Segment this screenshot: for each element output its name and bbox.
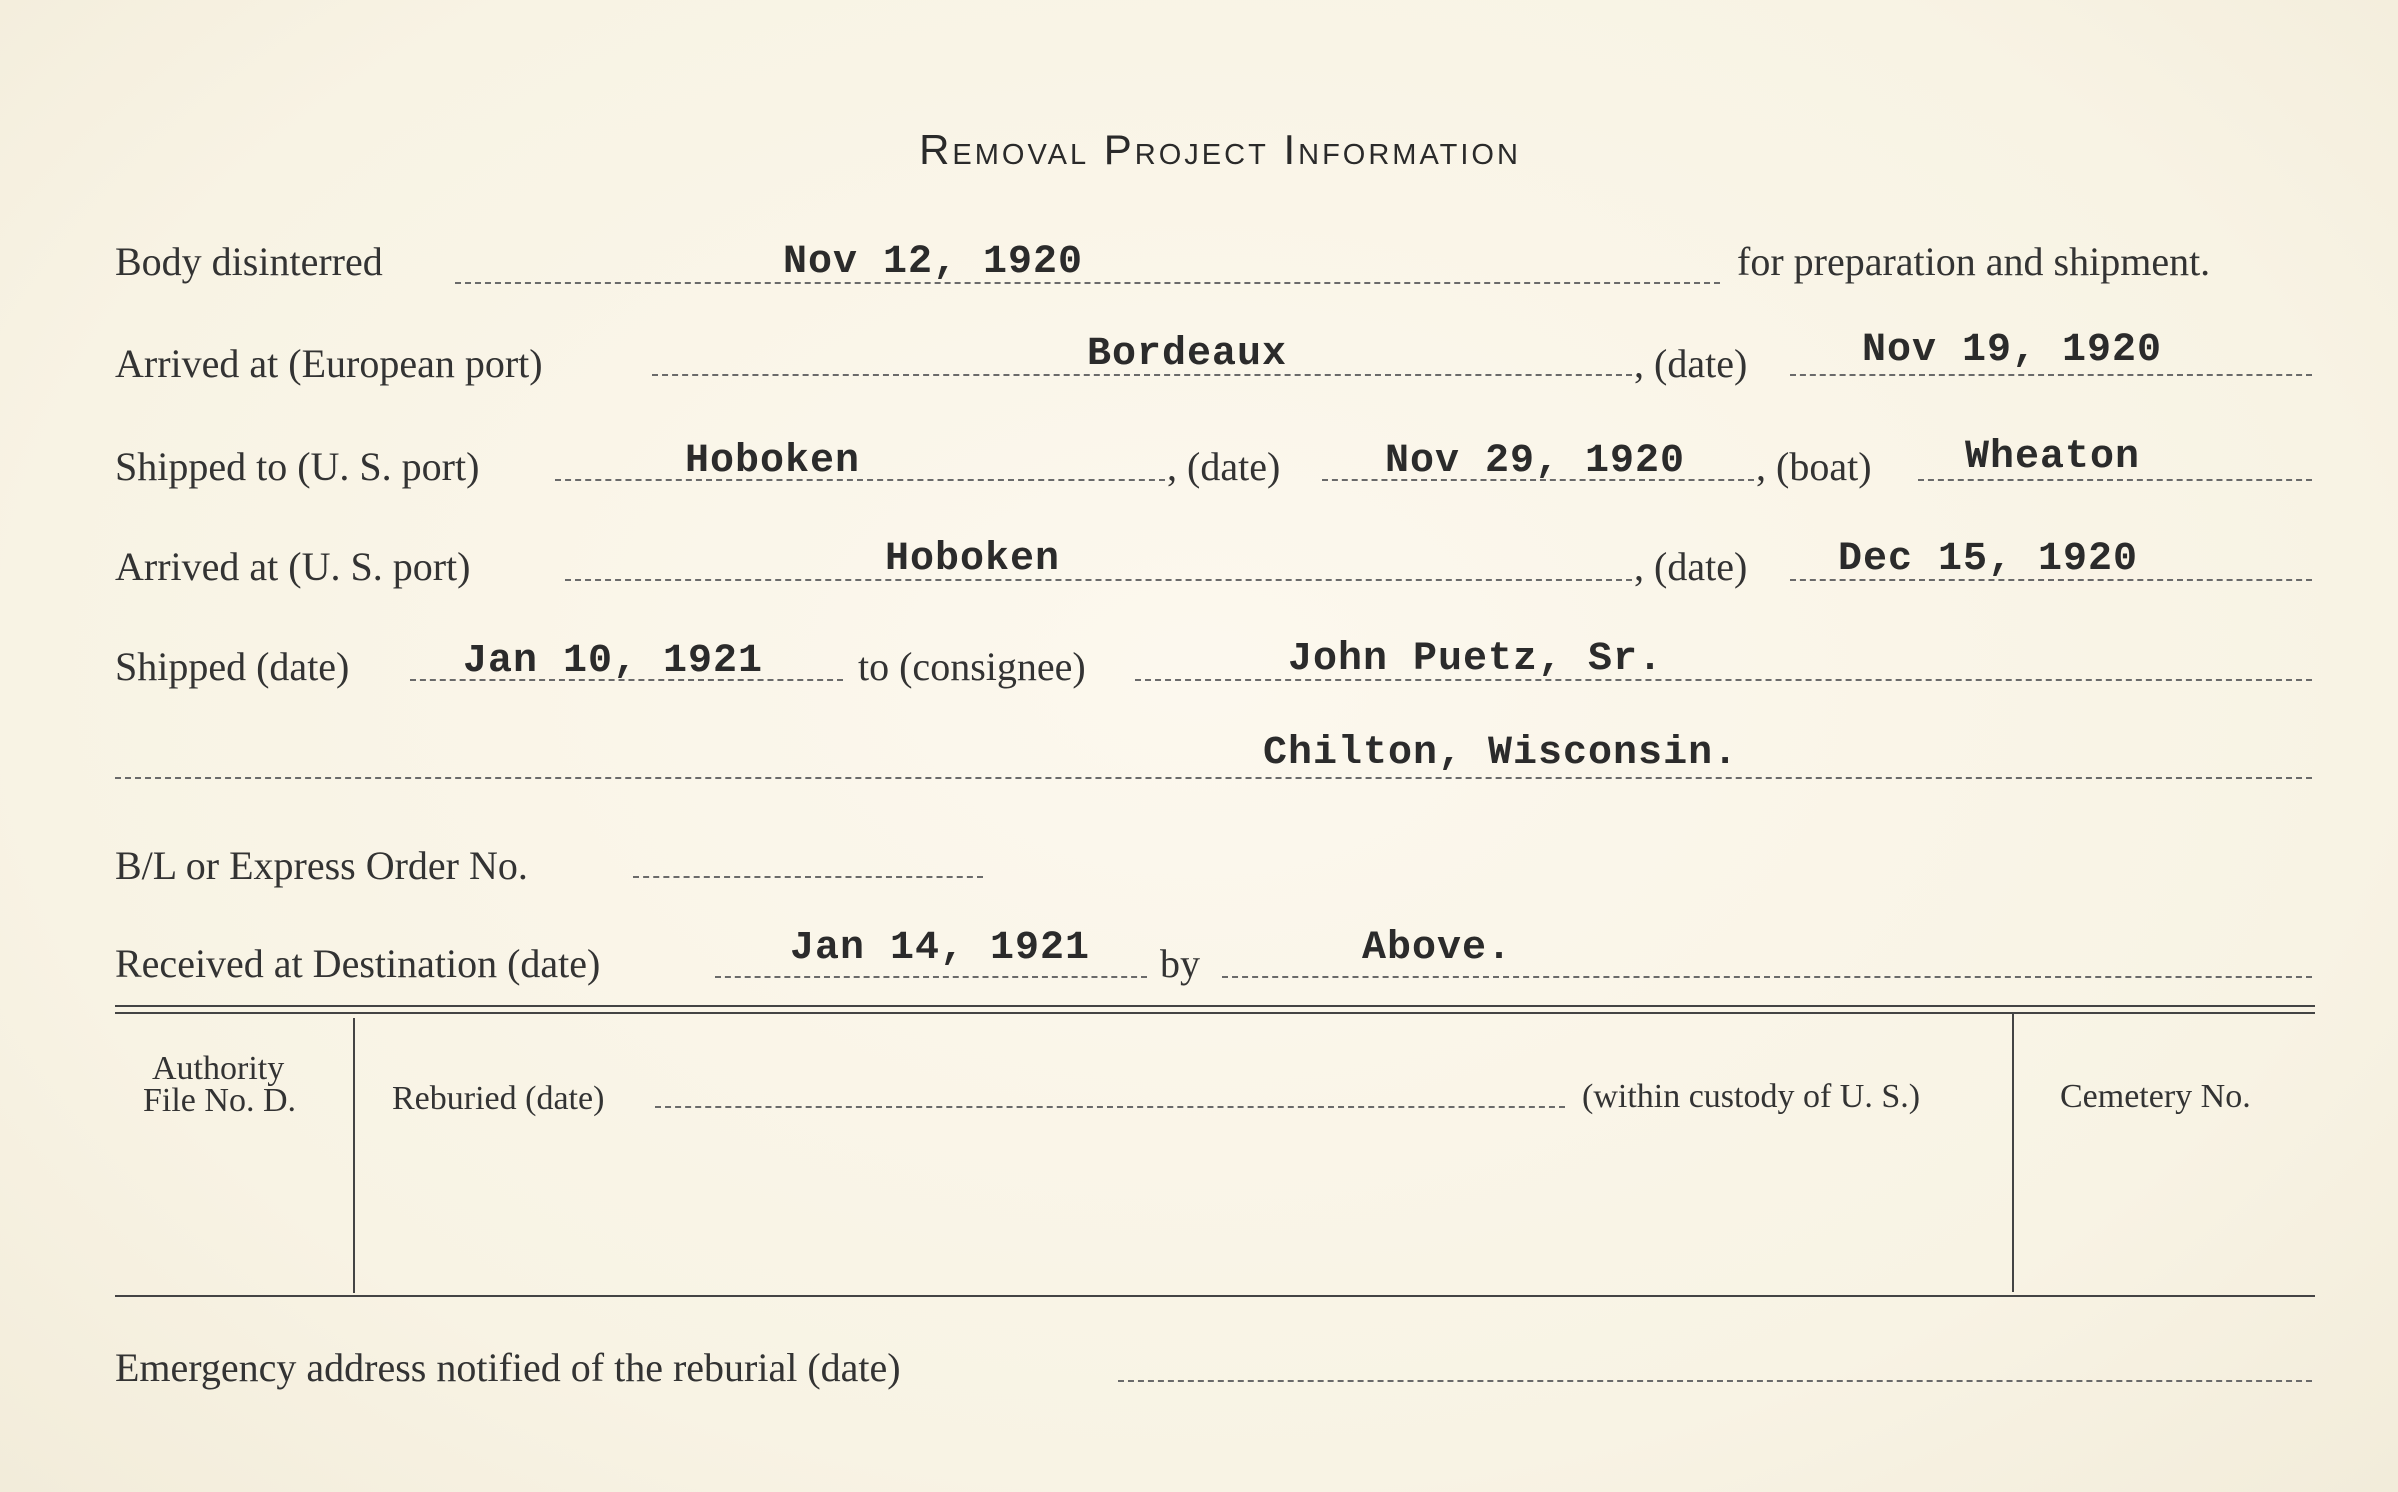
- cemetery-divider: [2012, 1014, 2014, 1292]
- emergency-line: [1118, 1380, 2312, 1382]
- arrived-europe-date-line: [1790, 374, 2312, 376]
- arrived-us-line: [565, 579, 1632, 581]
- shipped-value: Jan 10, 1921: [463, 639, 764, 684]
- authority-divider: [353, 1018, 355, 1293]
- consignee-label: to (consignee): [858, 644, 1086, 689]
- row-address: [0, 733, 2398, 793]
- custody-label: (within custody of U. S.): [1582, 1078, 1921, 1115]
- arrived-europe-value: Bordeaux: [1087, 332, 1288, 377]
- by-line: [1222, 976, 2312, 978]
- page-title: Removal Project Information: [919, 126, 1521, 173]
- address-value: Chilton, Wisconsin.: [1263, 731, 1739, 776]
- disinterred-line: [455, 282, 1720, 284]
- by-label: by: [1160, 941, 1200, 986]
- row-received: [0, 926, 2398, 1000]
- authority-label-1: Authority: [152, 1050, 285, 1087]
- row-arrived-europe: [0, 328, 2398, 400]
- bl-order-label: B/L or Express Order No.: [115, 843, 528, 888]
- arrived-us-value: Hoboken: [885, 537, 1061, 582]
- received-line: [715, 976, 1147, 978]
- row-bl-order: [0, 842, 2398, 902]
- bl-order-line: [633, 876, 983, 878]
- reburied-line: [655, 1106, 1565, 1108]
- row-emergency: [0, 1344, 2398, 1404]
- shipped-label: Shipped (date): [115, 644, 350, 689]
- shipped-us-label: Shipped to (U. S. port): [115, 444, 480, 489]
- emergency-label: Emergency address notified of the reburial (date): [115, 1345, 901, 1390]
- authority-label-2: File No. D.: [143, 1082, 296, 1119]
- received-label: Received at Destination (date): [115, 941, 601, 986]
- reburied-label: Reburied (date): [392, 1080, 605, 1117]
- row-shipped: [0, 637, 2398, 703]
- cemetery-label: Cemetery No.: [2060, 1078, 2251, 1115]
- shipped-us-value: Hoboken: [685, 439, 861, 484]
- shipped-us-date-label: , (date): [1167, 444, 1281, 489]
- double-rule-bottom: [115, 1012, 2315, 1014]
- by-value: Above.: [1362, 926, 1513, 971]
- shipped-us-boat-label: , (boat): [1756, 444, 1872, 489]
- arrived-us-date-label: , (date): [1634, 544, 1748, 589]
- consignee-value: John Puetz, Sr.: [1288, 637, 1664, 682]
- row-shipped-us: [0, 435, 2398, 503]
- arrived-europe-date-label: , (date): [1634, 341, 1748, 386]
- address-line: [115, 777, 2312, 779]
- disinterred-label: Body disinterred: [115, 239, 383, 284]
- row-arrived-us: [0, 537, 2398, 603]
- arrived-europe-label: Arrived at (European port): [115, 341, 543, 386]
- arrived-us-date-value: Dec 15, 1920: [1838, 537, 2139, 582]
- received-value: Jan 14, 1921: [790, 926, 1091, 971]
- arrived-europe-date-value: Nov 19, 1920: [1862, 328, 2163, 373]
- disinterred-value: Nov 12, 1920: [783, 240, 1084, 285]
- disinterred-suffix: for preparation and shipment.: [1737, 239, 2211, 284]
- box-bottom-rule: [115, 1295, 2315, 1297]
- row-disinterred: [0, 238, 2398, 298]
- double-rule-top: [115, 1005, 2315, 1007]
- shipped-us-boat-value: Wheaton: [1965, 435, 2141, 480]
- shipped-us-date-value: Nov 29, 1920: [1385, 439, 1686, 484]
- arrived-us-label: Arrived at (U. S. port): [115, 544, 471, 589]
